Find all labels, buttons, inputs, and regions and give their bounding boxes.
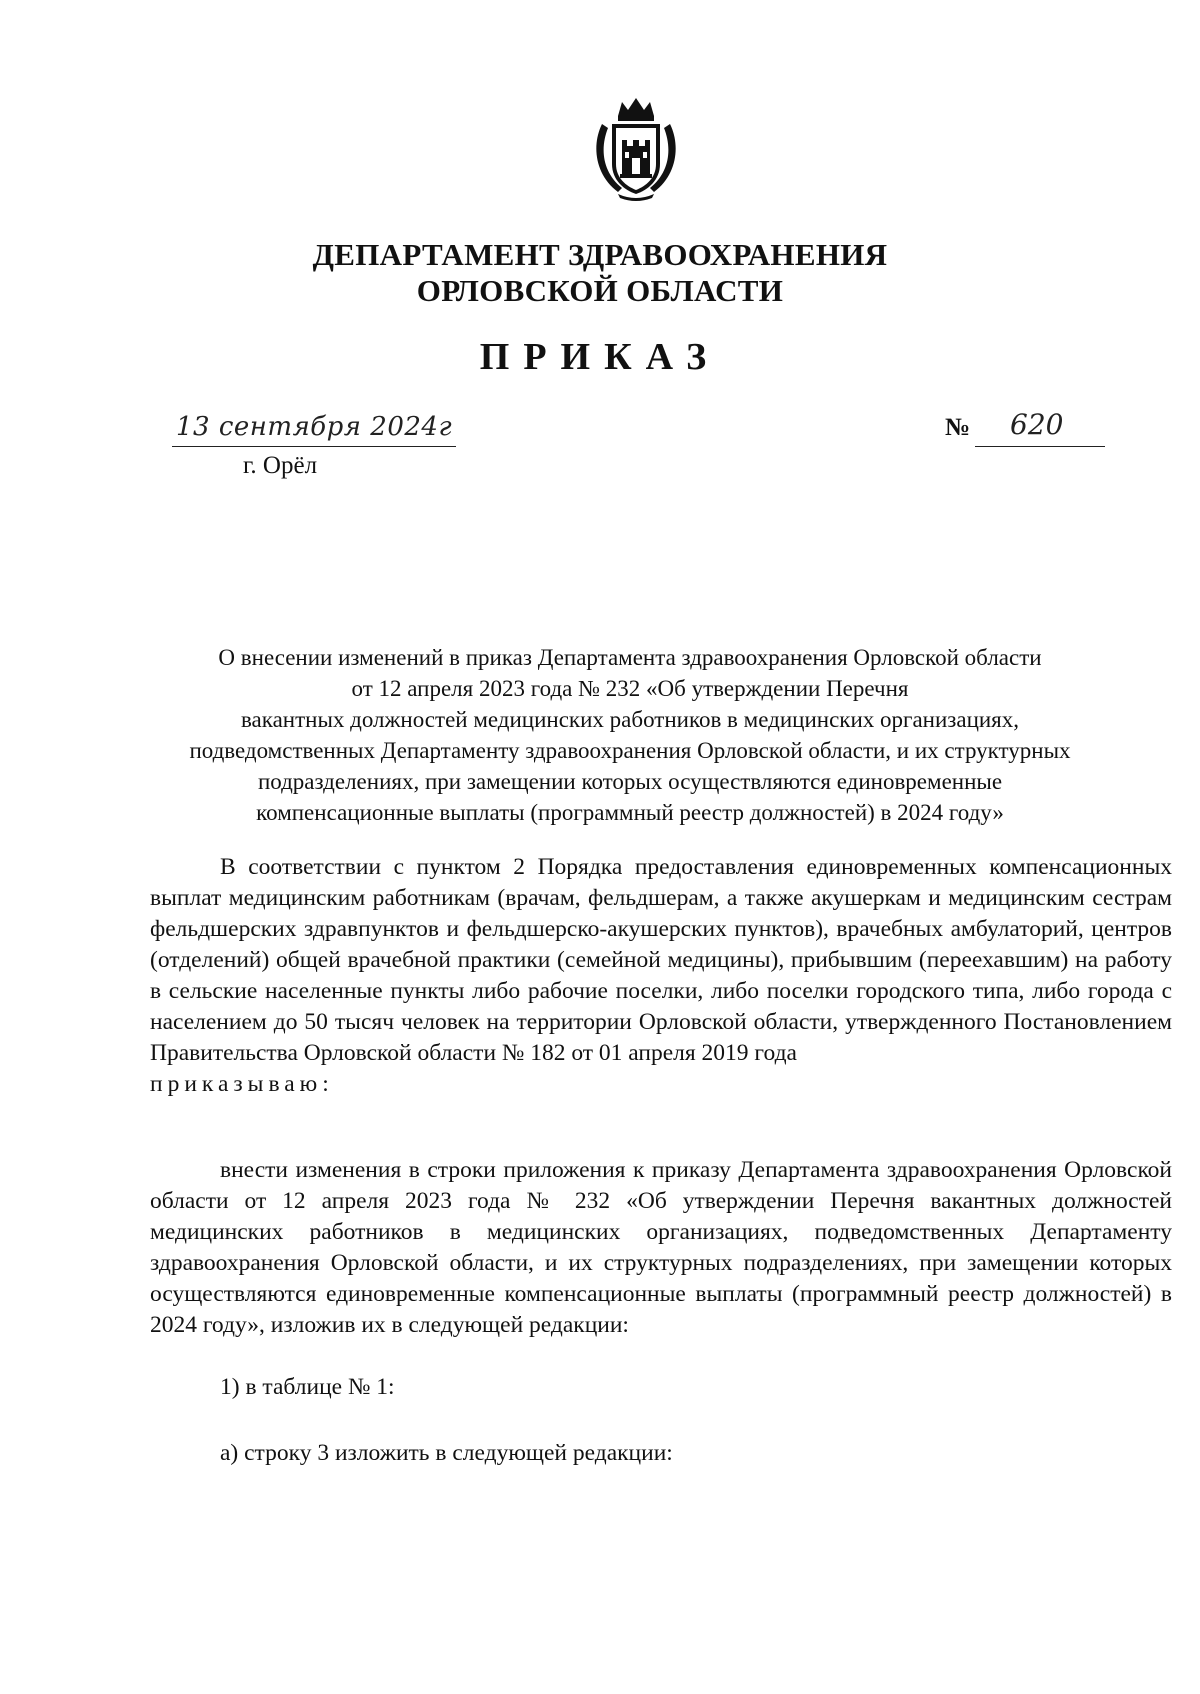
handwritten-order-number: 620 [1010, 408, 1064, 441]
list-item-table-1: 1) в таблице № 1: [220, 1374, 395, 1400]
subject-line: компенсационные выплаты (программный реестр должностей) в 2024 году» [256, 800, 1004, 825]
date-underline [172, 446, 456, 447]
order-number-label: № [945, 414, 971, 441]
order-word: приказываю: [150, 1071, 334, 1097]
preamble-paragraph [150, 852, 1172, 1100]
subject-line: вакантных должностей медицинских работников в медицинских организациях, [240, 707, 1020, 732]
subject-line: О внесении изменений в приказ Департамента здравоохранения Орловской области [218, 645, 1042, 670]
coat-of-arms-emblem [588, 94, 684, 202]
document-type-title: ПРИКАЗ [479, 336, 721, 378]
order-number-underline [975, 446, 1105, 447]
handwritten-date: 13 сентября 2024г [176, 412, 453, 442]
operative-paragraph [150, 1155, 1172, 1341]
order-subject [150, 642, 1110, 828]
subject-line: подразделениях, при замещении которых осуществляются единовременные [257, 769, 1003, 794]
city-name: г. Орёл [243, 452, 318, 479]
preamble-text: В соответствии с пунктом 2 Порядка предоставления единовременных компенсационных выплат медицинским работникам (врачам, фельдшерам, а также акушеркам и медицинским сестрам фельдшерских здравпунктов и фельдшерско-акушерских пунктов), врачебных амбулаторий, центров (отделений) общей врачебной практики (семейной медицины), прибывшим (переехавшим) на работу в сельские населенные пункты либо рабочие поселки, либо поселки городского типа, либо города с населением до 50 тысяч человек на территории Орловской области, утвержденного Постановлением Правительства Орловской области № 182 от 01 апреля 2019 года [150, 854, 1172, 1066]
department-name-line2: ОРЛОВСКОЙ ОБЛАСТИ [416, 273, 784, 308]
list-item-row-3: а) строку 3 изложить в следующей редакции: [220, 1440, 673, 1466]
department-name-line1: ДЕПАРТАМЕНТ ЗДРАВООХРАНЕНИЯ [312, 237, 888, 272]
operative-text: внести изменения в строки приложения к приказу Департамента здравоохранения Орловской области от 12 апреля 2023 года № 232 «Об утверждении Перечня вакантных должностей медицинских работников в медицинских организациях, подведомственных Департаменту здравоохранения Орловской области, и их структурных подразделениях, при замещении которых осуществляются единовременные компенсационные выплаты (программный реестр должностей) в 2024 году», изложив их в следующей редакции: [150, 1157, 1172, 1338]
subject-line: от 12 апреля 2023 года № 232 «Об утверждении Перечня [351, 676, 909, 701]
department-name [0, 237, 1200, 309]
subject-line: подведомственных Департаменту здравоохранения Орловской области, и их структурных [189, 738, 1071, 763]
